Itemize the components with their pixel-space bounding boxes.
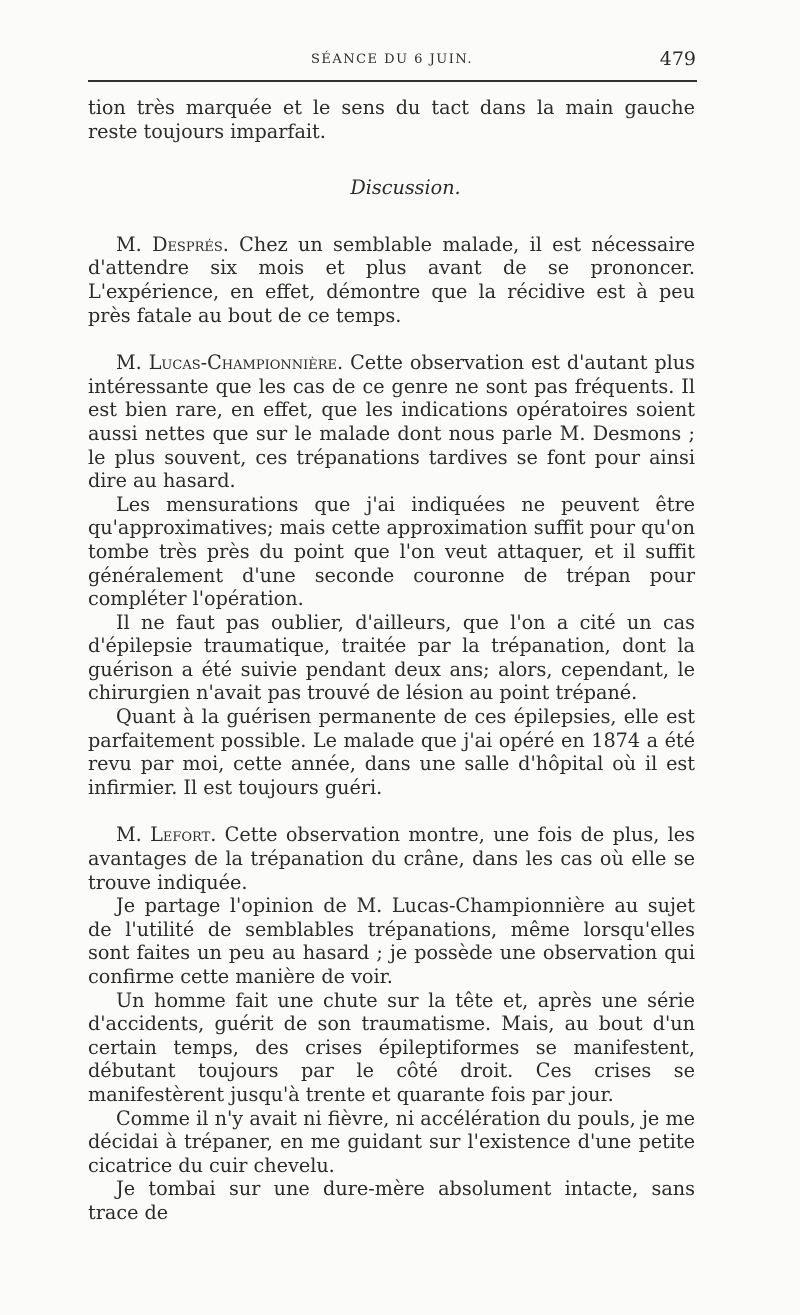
speech-text: . Cette observation montre, une fois de plus, les avantages de la trépanation du crâne, dans les cas où elle se trouve indiquée. (88, 823, 695, 894)
spacer (88, 200, 695, 233)
paragraph: Comme il n'y avait ni fièvre, ni accélération du pouls, je me décidai à trépaner, en me guidant sur l'existence d'une petite cicatrice du cuir chevelu. (88, 1106, 695, 1177)
section-heading: Discussion. (350, 176, 461, 200)
paragraph: Je tombai sur une dure-mère absolument intacte, sans trace de (88, 1177, 695, 1224)
header-rule (88, 80, 697, 82)
continuation-paragraph: tion très marquée et le sens du tact dans la main gauche reste toujours imparfait. (88, 96, 695, 143)
speaker-name: Després (152, 232, 223, 256)
speech-lefort (88, 823, 695, 894)
body-text (88, 96, 695, 1225)
speech-despres (88, 233, 695, 327)
paragraph: Un homme fait une chute sur la tête et, après une série d'accidents, guérit de son traumatisme. Mais, au bout d'un certain temps, des crises épileptiformes se manifestent, débutant toujours par le côté droit. Ces crises se manifestèrent jusqu'à trente et quarante fois par jour. (88, 988, 695, 1106)
speaker-prefix: M. (116, 351, 149, 375)
paragraph: Je partage l'opinion de M. Lucas-Championnière au sujet de l'utilité de semblables trépanations, même lorsqu'elles sont faites un peu au hasard ; je possède une observation qui confirme cette manière de voir. (88, 894, 695, 988)
running-head (88, 48, 696, 72)
paragraph: Les mensurations que j'ai indiquées ne peuvent être qu'approximatives; mais cette approximation suffit pour qu'on tombe très près du point que l'on veut attaquer, et il suffit généralement d'une seconde couronne de trépan pour compléter l'opération. (88, 492, 695, 611)
speech-lucas (88, 351, 695, 493)
spacer (88, 799, 695, 823)
speaker-prefix: M. (116, 232, 153, 256)
speech-text: . Chez un semblable malade, il est nécessaire d'attendre six mois et plus avant de se prononcer. L'expérience, en effet, démontre que la récidive est à peu près fatale au bout de ce temps. (88, 232, 695, 327)
spacer (88, 327, 695, 351)
running-title: SÉANCE DU 6 JUIN. (310, 52, 474, 67)
paragraph: Il ne faut pas oublier, d'ailleurs, que l'on a cité un cas d'épilepsie traumatique, traitée par la trépanation, dont la guérison a été suivie pendant deux ans; alors, cependant, le chirurgien n'avait pas trouvé de lésion au point trépané. (88, 610, 695, 705)
speaker-prefix: M. (116, 823, 151, 847)
spacer (88, 143, 695, 176)
paragraph: Quant à la guérisen permanente de ces épilepsies, elle est parfaitement possible. Le malade que j'ai opéré en 1874 a été revu par moi, cette année, dans une salle d'hôpital où il est infirmier. Il est toujours guéri. (88, 705, 695, 799)
speaker-name: Lucas-Championnière (148, 351, 338, 375)
page-number: 479 (659, 48, 696, 70)
speaker-name: Lefort (150, 823, 211, 847)
speech-text: . Cette observation est d'autant plus intéressante que les cas de ce genre ne sont pas fréquents. Il est bien rare, en effet, que les indications opératoires soient aussi nettes que sur le malade dont nous parle M. Desmons ; le plus souvent, ces trépanations tardives se font pour ainsi dire au hasard. (88, 351, 695, 493)
